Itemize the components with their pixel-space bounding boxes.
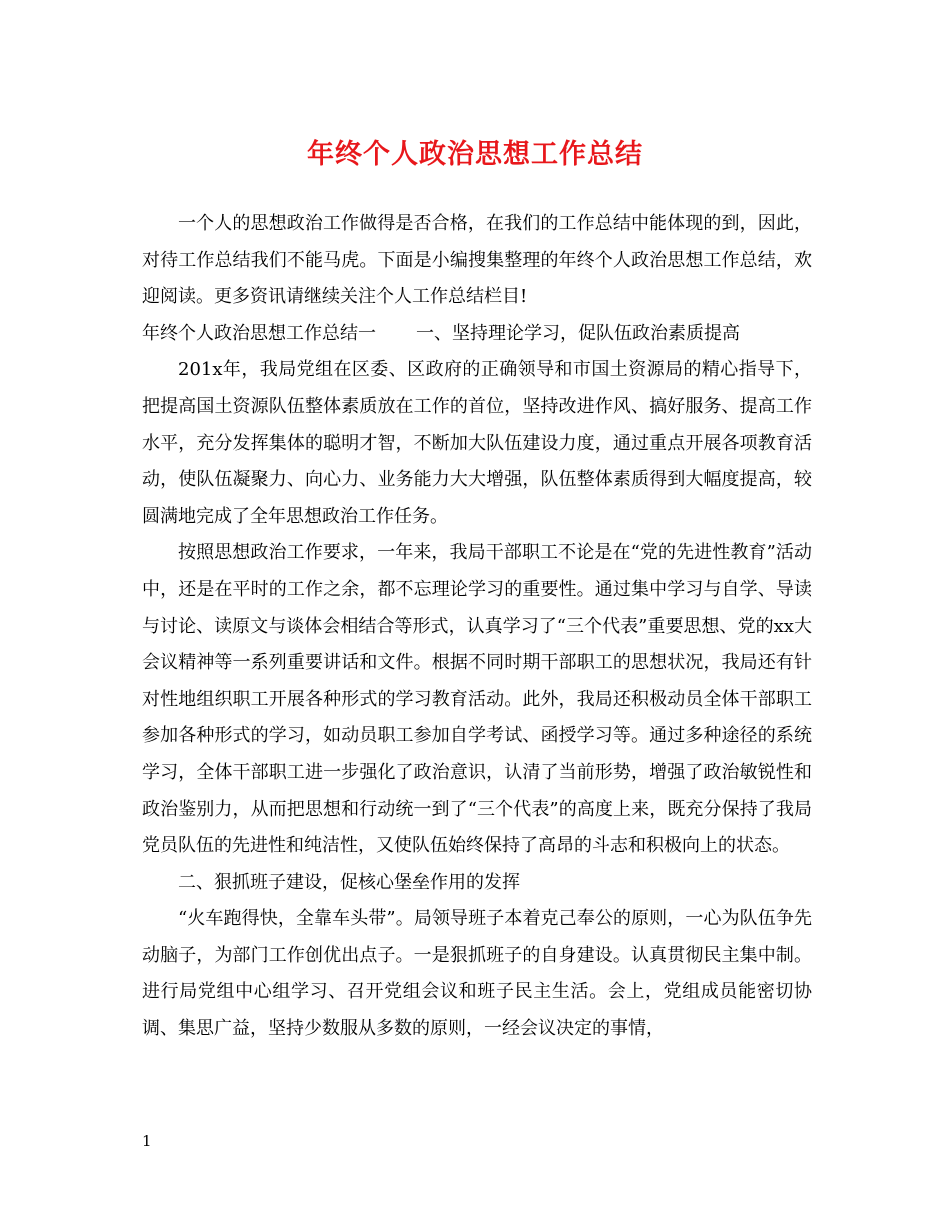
body-paragraph: 按照思想政治工作要求，一年来，我局干部职工不论是在“党的先进性教育”活动中，还是在平时的工作之余，都不忘理论学习的重要性。通过集中学习与自学、导读与讨论、读原文与谈体会相结合等形式，认真学习了“三个代表”重要思想、党的xx大会议精神等一系列重要讲话和文件。根据不同时期干部职工的思想状况，我局还有针对性地组织职工开展各种形式的学习教育活动。此外，我局还积极动员全体干部职工参加各种形式的学习，如动员职工参加自学考试、函授学习等。通过多种途径的系统学习，全体干部职工进一步强化了政治意识，认清了当前形势，增强了政治敏锐性和政治鉴别力，从而把思想和行动统一到了“三个代表”的高度上来，既充分保持了我局党员队伍的先进性和纯洁性，又使队伍始终保持了高昂的斗志和积极向上的状态。 xyxy=(142,542,812,857)
body-paragraph: 201x年，我局党组在区委、区政府的正确领导和市国土资源局的精心指导下，把提高国土资源队伍整体素质放在工作的首位，坚持改进作风、搞好服务、提高工作水平，充分发挥集体的聪明才智，不断加大队伍建设力度，通过重点开展各项教育活动，使队伍凝聚力、向心力、业务能力大大增强，队伍整体素质得到大幅度提高，较圆满地完成了全年思想政治工作任务。 xyxy=(142,359,812,527)
body-paragraph: “火车跑得快，全靠车头带”。局领导班子本着克己奉公的原则，一心为队伍争先动脑子，为部门工作创优出点子。一是狠抓班子的自身建设。认真贯彻民主集中制。进行局党组中心组学习、召开党组会议和班子民主生活。会上，党组成员能密切协调、集思广益，坚持少数服从多数的原则，一经会议决定的事情， xyxy=(142,908,812,1040)
page-number: 1 xyxy=(142,1132,152,1150)
section-subheading: 一、坚持理论学习，促队伍政治素质提高 xyxy=(416,322,740,344)
section-heading-line xyxy=(142,316,812,353)
document-title: 年终个人政治思想工作总结 xyxy=(307,139,643,170)
intro-paragraph: 一个人的思想政治工作做得是否合格，在我们的工作总结中能体现的到，因此，对待工作总结我们不能马虎。下面是小编搜集整理的年终个人政治思想工作总结，欢迎阅读。更多资讯请继续关注个人工作总结栏目! xyxy=(142,213,812,308)
subheading-paragraph: 二、狠抓班子建设，促核心堡垒作用的发挥 xyxy=(178,871,520,893)
section-heading: 年终个人政治思想工作总结一 xyxy=(142,322,376,344)
document-body xyxy=(142,206,812,1048)
